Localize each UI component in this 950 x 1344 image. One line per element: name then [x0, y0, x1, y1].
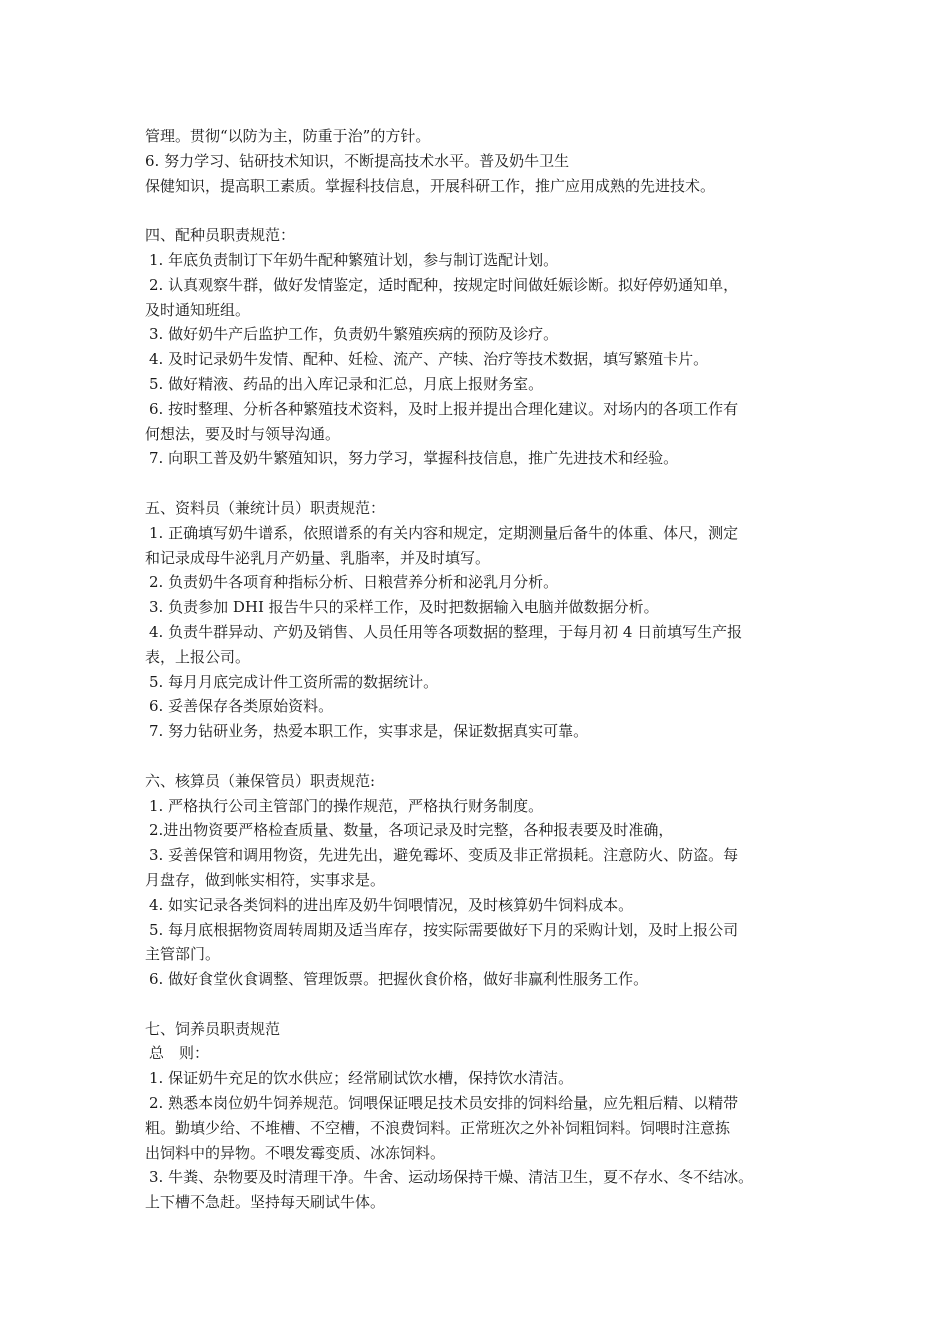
section-line: 1. 严格执行公司主管部门的操作规范，严格执行财务制度。: [149, 796, 544, 815]
section-line: 总 则：: [149, 1044, 210, 1063]
section-line: 6. 妥善保存各类原始资料。: [149, 697, 334, 716]
section-line: 出饲料中的异物。不喂发霉变质、冰冻饲料。: [145, 1143, 446, 1162]
section-line: 表，上报公司。: [145, 647, 251, 666]
section-line: 粗。勤填少给、不堆槽、不空槽，不浪费饲料。正常班次之外补饲粗饲料。饲喂时注意拣: [145, 1118, 731, 1137]
section-line: 4. 如实记录各类饲料的进出库及奶牛饲喂情况，及时核算奶牛饲料成本。: [149, 895, 634, 914]
section-line: 上下槽不急赶。坚持每天刷试牛体。: [145, 1193, 386, 1212]
section-heading: 七、饲养员职责规范: [145, 1019, 281, 1038]
intro-line: 保健知识，提高职工素质。掌握科技信息，开展科研工作，推广应用成熟的先进技术。: [145, 176, 716, 195]
section-line: 2. 认真观察牛群，做好发情鉴定，适时配种，按规定时间做妊娠诊断。拟好停奶通知单，: [149, 275, 739, 294]
section-line: 3. 牛粪、杂物要及时清理干净。牛舍、运动场保持干燥、清洁卫生，夏不存水、冬不结冰。: [149, 1168, 754, 1187]
section-line: 7. 向职工普及奶牛繁殖知识，努力学习，掌握科技信息，推广先进技术和经验。: [149, 449, 679, 468]
paragraph-gap: [145, 744, 825, 769]
section-line: 6. 按时整理、分析各种繁殖技术资料，及时上报并提出合理化建议。对场内的各项工作有: [149, 399, 739, 418]
paragraph-gap: [145, 992, 825, 1017]
section-line: 1. 正确填写奶牛谱系，依照谱系的有关内容和规定，定期测量后备牛的体重、体尺，测定: [149, 523, 739, 542]
section-line: 5. 每月底根据物资周转周期及适当库存，按实际需要做好下月的采购计划，及时上报公司: [149, 920, 739, 939]
section-line: 1. 年底负责制订下年奶牛配种繁殖计划，参与制订选配计划。: [149, 250, 559, 269]
section-line: 3. 做好奶牛产后监护工作，负责奶牛繁殖疾病的预防及诊疗。: [149, 325, 559, 344]
intro-line: 管理。贯彻“以防为主，防重于治”的方针。: [145, 127, 431, 145]
section-line: 1. 保证奶牛充足的饮水供应；经常刷试饮水槽，保持饮水清洁。: [149, 1069, 574, 1088]
section-line: 2. 负责奶牛各项育种指标分析、日粮营养分析和泌乳月分析。: [149, 573, 559, 592]
section-line: 月盘存，做到帐实相符，实事求是。: [145, 870, 386, 889]
section-line: 3. 妥善保管和调用物资，先进先出，避免霉坏、变质及非正常损耗。注意防火、防盗。每: [149, 846, 739, 865]
intro-line: 6. 努力学习、钻研技术知识，不断提高技术水平。普及奶牛卫生: [145, 151, 570, 170]
section-line: 何想法，要及时与领导沟通。: [145, 424, 341, 443]
section-line: 主管部门。: [145, 945, 221, 964]
section-line: 2.进出物资要严格检查质量、数量，各项记录及时完整，各种报表要及时准确，: [149, 821, 674, 840]
section-line: 5. 每月月底完成计件工资所需的数据统计。: [149, 672, 439, 691]
paragraph-gap: [145, 198, 825, 223]
section-line: 2. 熟悉本岗位奶牛饲养规范。饲喂保证喂足技术员安排的饲料给量，应先粗后精、以精带: [149, 1094, 739, 1113]
section-heading: 六、核算员（兼保管员）职责规范:: [145, 771, 376, 790]
section-line: 4. 负责牛群异动、产奶及销售、人员任用等各项数据的整理，于每月初 4 日前填写生产报: [149, 622, 743, 641]
section-line: 3. 负责参加 DHI 报告牛只的采样工作，及时把数据输入电脑并做数据分析。: [149, 598, 659, 617]
section-line: 及时通知班组。: [145, 300, 251, 319]
paragraph-gap: [145, 471, 825, 496]
section-line: 7. 努力钻研业务，热爱本职工作，实事求是，保证数据真实可靠。: [149, 722, 589, 741]
section-line: 5. 做好精液、药品的出入库记录和汇总，月底上报财务室。: [149, 374, 544, 393]
section-line: 4. 及时记录奶牛发情、配种、妊检、流产、产犊、治疗等技术数据，填写繁殖卡片。: [149, 350, 709, 369]
section-line: 6. 做好食堂伙食调整、管理饭票。把握伙食价格，做好非赢利性服务工作。: [149, 970, 649, 989]
section-line: 和记录成母牛泌乳月产奶量、乳脂率，并及时填写。: [145, 548, 491, 567]
document-body: [145, 124, 825, 1215]
section-heading: 五、资料员（兼统计员）职责规范：: [145, 498, 386, 517]
section-heading: 四、配种员职责规范：: [145, 226, 296, 245]
